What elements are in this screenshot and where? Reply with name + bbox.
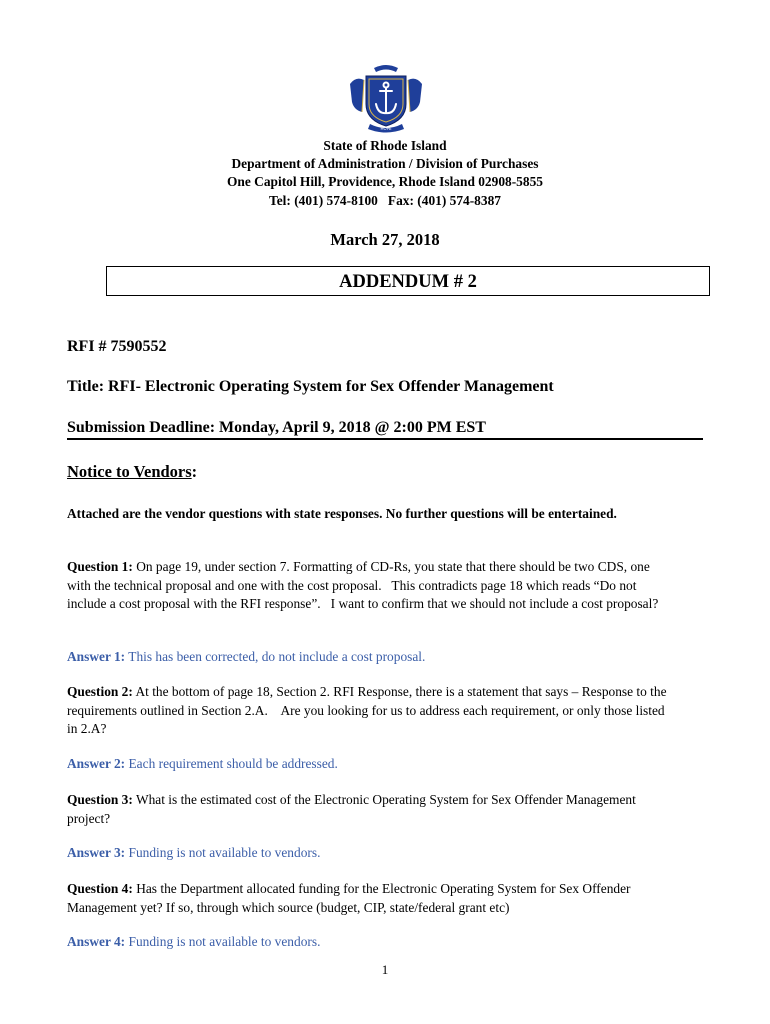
seal-motto: HOPE [380,126,392,131]
letterhead-line-phone: Tel: (401) 574-8100 Fax: (401) 574-8387 [269,192,501,208]
answer-1-label: Answer 1: [67,649,126,664]
answer-4 [67,933,667,952]
page-number: 1 [381,962,389,977]
question-4-label: Question 4: [67,881,133,896]
document-date: March 27, 2018 [330,230,440,249]
question-2 [67,683,670,739]
question-2-text: At the bottom of page 18, Section 2. RFI Response, there is a statement that says – Response to the requirements outlined in Section 2.A. Are you looking for us to address each requirement, or only those listed in 2.A? [67,684,670,736]
question-1-label: Question 1: [67,559,133,574]
seal-graphic [346,62,426,134]
question-3 [67,791,667,828]
letterhead-line-address: One Capitol Hill, Providence, Rhode Island 02908-5855 [227,174,543,190]
answer-3-label: Answer 3: [67,845,126,860]
letterhead-line-state: State of Rhode Island [323,138,447,153]
rfi-title: Title: RFI- Electronic Operating System for Sex Offender Management [67,378,554,395]
question-3-label: Question 3: [67,792,133,807]
answer-2 [67,755,667,774]
letterhead [0,137,770,210]
answer-3 [67,844,667,863]
answer-2-label: Answer 2: [67,756,126,771]
question-4-text: Has the Department allocated funding for the Electronic Operating System for Sex Offender Management yet? If so, through which source (budget, CIP, state/federal grant etc) [67,881,631,915]
notice-heading-text: Notice to Vendors [67,462,192,481]
submission-deadline: Submission Deadline: Monday, April 9, 2018 @ 2:00 PM EST [67,419,703,440]
answer-3-text: Funding is not available to vendors. [125,845,321,860]
question-2-label: Question 2: [67,684,133,699]
answer-4-text: Funding is not available to vendors. [125,934,321,949]
addendum-title: ADDENDUM # 2 [106,266,710,296]
notice-intro: Attached are the vendor questions with state responses. No further questions will be entertained. [67,506,617,521]
answer-2-text: Each requirement should be addressed. [125,756,338,771]
state-seal-icon [346,62,426,134]
rfi-number: RFI # 7590552 [67,338,167,355]
answer-4-label: Answer 4: [67,934,126,949]
question-3-text: What is the estimated cost of the Electronic Operating System for Sex Offender Management project? [67,792,636,826]
question-1 [67,558,667,614]
question-1-text: On page 19, under section 7. Formatting of CD-Rs, you state that there should be two CDS, one with the technical proposal and one with the cost proposal. This contradicts page 18 which reads “Do not include a cost proposal with the RFI response”. I want to confirm that we should not include a cost proposal? [67,559,659,611]
answer-1-text: This has been corrected, do not include a cost proposal. [125,649,426,664]
answer-1 [67,648,667,667]
question-4 [67,880,667,917]
notice-heading [67,462,197,482]
letterhead-line-department: Department of Administration / Division of Purchases [231,156,539,172]
notice-heading-colon: : [191,462,198,481]
